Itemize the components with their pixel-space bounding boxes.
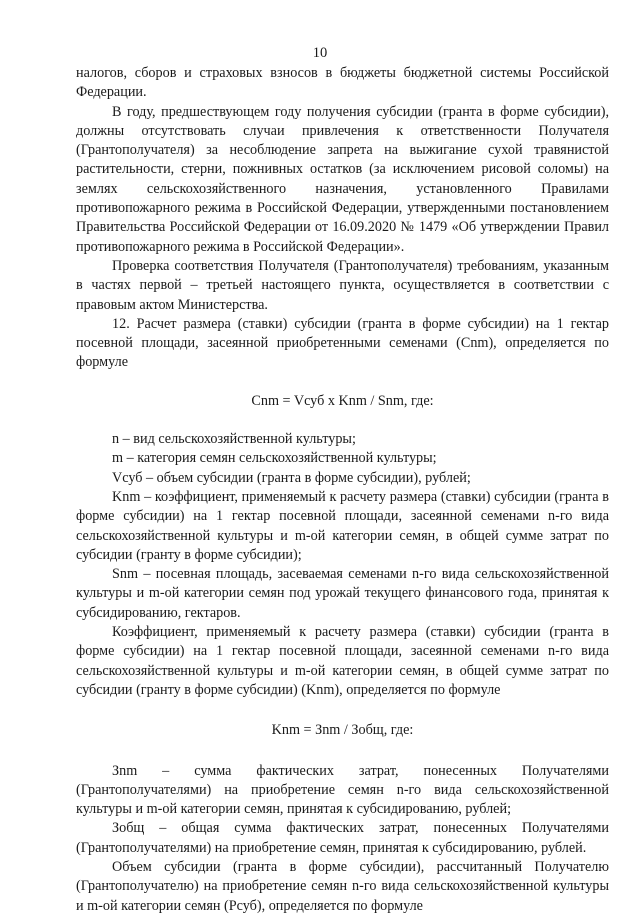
paragraph-subsidy-volume: Объем субсидии (гранта в форме субсидии), рассчитанный Получателю (Грантополучателю) на приобретение семян n-го вида сельскохозяйственной культуры и m-ой категории семян (Рсуб), определяется по формуле	[76, 858, 609, 914]
paragraph-compliance-check: Проверка соответствия Получателя (Грантополучателя) требованиям, указанным в частях первой – третьей настоящего пункта, осуществляется в соответствии с правовым актом Министерства.	[76, 257, 609, 313]
definition-m: m – категория семян сельскохозяйственной культуры;	[112, 450, 437, 467]
paragraph-fire-safety: В году, предшествующем году получения субсидии (гранта в форме субсидии), должны отсутствовать случаи привлечения к ответственности Получателя (Грантополучателя) за несоблюдение запрета на выжигание сухой травянистой растительности, стерни, пожнивных остатков (за исключением рисовой соломы) на землях сельскохозяйственного назначения, установленного Правилами противопожарного режима в Российской Федерации, утвержденными постановлением Правительства Российской Федерации от 16.09.2020 № 1479 «Об утверждении Правил противопожарного режима в Российской Федерации».	[76, 103, 609, 255]
paragraph-continuation: налогов, сборов и страховых взносов в бюджеты бюджетной системы Российской Федерации.	[76, 65, 609, 101]
definition-snm: Snm – посевная площадь, засеваемая семенами n-го вида сельскохозяйственной культуры и m-ой категории семян под урожай текущего финансового года, принятая к субсидированию, гектаров.	[76, 566, 609, 621]
definition-n: n – вид сельскохозяйственной культуры;	[112, 431, 356, 448]
definition-knm: Knm – коэффициент, применяемый к расчету размера (ставки) субсидии (гранта в форме субсидии) на 1 гектар посевной площади, засеянной семенами n-го вида сельскохозяйственной культуры и m-ой категории семян, в общей сумме затрат по субсидии (гранту в форме субсидии);	[76, 488, 609, 563]
definition-znm: Зnm – сумма фактических затрат, понесенных Получателями (Грантополучателями) на приобретение семян n-го вида сельскохозяйственной культуры и m-ой категории семян, принятая к субсидированию, рублей;	[76, 762, 609, 818]
definition-zobsh: Зобщ – общая сумма фактических затрат, понесенных Получателями (Грантополучателями) на приобретение семян, принятая к субсидированию, рублей.	[76, 820, 609, 856]
paragraph-coefficient: Коэффициент, применяемый к расчету размера (ставки) субсидии (гранта в форме субсидии) на 1 гектар посевной площади, засеянной семенами n-го вида сельскохозяйственной культуры и m-ой категории семян, в общей сумме затрат по субсидии (гранту в форме субсидии) (Knm), определяется по формуле	[76, 624, 609, 698]
definition-vsub: Vсуб – объем субсидии (гранта в форме субсидии), рублей;	[112, 469, 471, 486]
document-body	[76, 64, 609, 916]
formula-knm: Knm = Зnm / Зобщ, где:	[271, 722, 414, 739]
paragraph-item-12: 12. Расчет размера (ставки) субсидии (гранта в форме субсидии) на 1 гектар посевной площади, засеянной приобретенными семенами (Cnm), определяется по формуле	[76, 315, 609, 371]
formula-cnm: Cnm = Vсуб x Knm / Snm, где:	[251, 392, 434, 409]
page-number: 10	[312, 45, 328, 61]
